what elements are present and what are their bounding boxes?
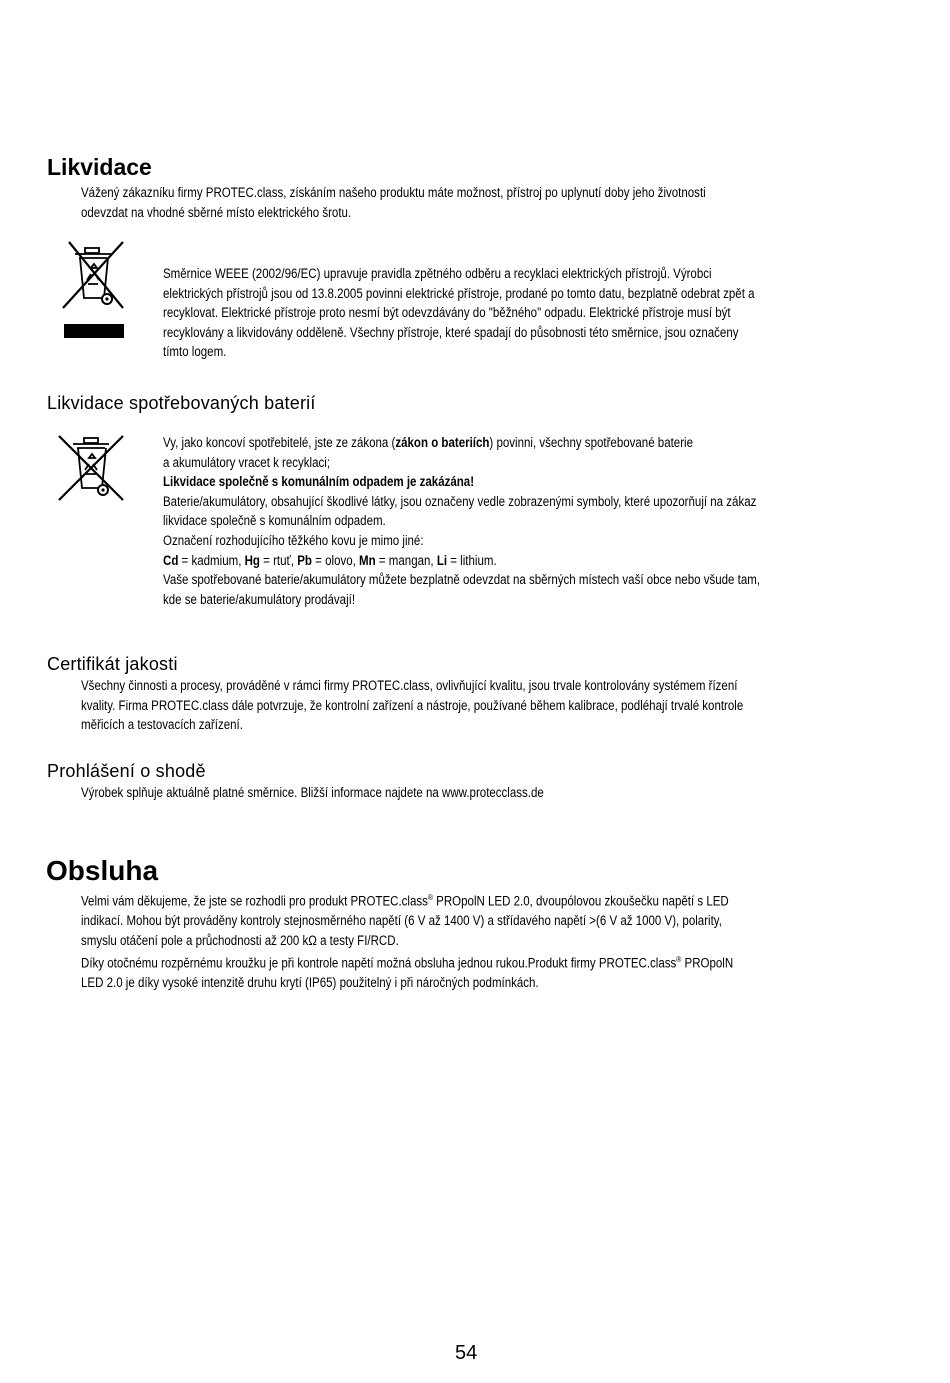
prohlaseni-text [81,783,544,803]
text-line: Baterie/akumulátory, obsahující škodlivé látky, jsou označeny vedle zobrazenými symboly, které upozorňují na zákaz [163,493,757,509]
text-line: smyslu otáčení pole a průchodnosti až 200 kΩ a testy FI/RCD. [81,932,399,948]
text-line: a akumulátory vracet k recyklaci; [163,454,331,470]
heading-likvidace: Likvidace [47,154,152,180]
metal-symbol: Hg [244,552,260,568]
weee-directive-text [163,264,755,362]
heading-prohlaseni: Prohlášení o shodě [47,761,206,781]
heading-obsluha: Obsluha [46,855,159,886]
text-line: indikací. Mohou být prováděny kontroly stejnosměrného napětí (6 V až 1400 V) a střídavého napětí >(6 V až 1000 V), polarity, [81,913,722,929]
text-line: Směrnice WEEE (2002/96/EC) upravuje pravidla zpětného odběru a recyklaci elektrických přístrojů. Výrobci [163,266,712,281]
prohibition-notice: Likvidace společně s komunálním odpadem je zakázána! [163,474,475,490]
metal-symbol: Cd [163,552,179,568]
text-line: recyklovat. Elektrické přístroje proto nesmí být odevzdávány do "běžného" odpadu. Elektrické přístroje musí být [163,305,731,321]
registered-mark: ® [676,955,682,965]
certifikat-text [81,676,743,735]
text-line: Vážený zákazníku firmy PROTEC.class, získáním našeho produktu máte možnost, přístroj po uplynutí doby jeho životnosti [81,185,706,200]
text-line: Velmi vám děkujeme, že jste se rozhodli pro produkt PROTEC.class® PROpolN LED 2.0, dvoupólovou zkoušečku napětí s LED [81,893,729,909]
page-number: 54 [455,1342,478,1364]
text-line: měřicích a testovacích zařízení. [81,717,243,733]
text-line: kvality. Firma PROTEC.class dále potvrzuje, že kontrolní zařízení a nástroje, používané během kalibrace, podléhají trvalé kontrole [81,697,744,713]
metal-symbol: Mn [359,552,376,568]
text-line: elektrických přístrojů jsou od 13.8.2005 povinni elektrické přístroje, prodané po tomto datu, bezplatně odebrat zpět a [163,285,755,301]
text-line: Díky otočnému rozpěrnému kroužku je při kontrole napětí možná obsluha jednou rukou.Produkt firmy PROTEC.class® PROpolN [81,955,734,971]
heading-certifikat: Certifikát jakosti [47,654,178,674]
likvidace-intro [81,183,706,222]
text-line: kde se baterie/akumulátory prodávají! [163,591,356,607]
text-line: Označení rozhodujícího těžkého kovu je mimo jiné: [163,532,424,548]
text-line: Vaše spotřebované baterie/akumulátory můžete bezplatně odevzdat na sběrných místech vaší obce nebo všude tam, [163,572,761,588]
law-name: zákon o bateriích [395,435,490,450]
metal-symbol: Pb [297,552,312,568]
text-line: likvidace společně s komunálním odpadem. [163,513,386,529]
text-line: recyklovány a likvidovány odděleně. Všechny přístroje, které spadají do působnosti této směrnice, jsou označeny [163,324,739,340]
registered-mark: ® [427,893,433,902]
obsluha-text [81,888,733,993]
weee-bin-icon [57,240,129,342]
text-line: LED 2.0 je díky vysoké intenzitě druhu krytí (IP65) použitelný i při náročných podmínkách. [81,975,539,991]
metal-symbol: Li [436,552,448,568]
battery-bin-icon [55,432,127,504]
text-line: Výrobek splňuje aktuálně platné směrnice. Bližší informace najdete na www.protecclass.de [81,785,544,800]
heading-baterie: Likvidace spotřebovaných baterií [47,393,316,413]
text-line: Všechny činnosti a procesy, prováděné v rámci firmy PROTEC.class, ovlivňující kvalitu, jsou trvale kontrolovány systémem řízení [81,678,738,693]
heavy-metals-list: Cd = kadmium, Hg = rtuť, Pb = olovo, Mn = mangan, Li = lithium. [163,552,497,568]
text-line: odevzdat na vhodné sběrné místo elektrického šrotu. [81,204,352,220]
baterie-text [163,433,760,609]
text-line: Vy, jako koncoví spotřebitelé, jste ze zákona (zákon o bateriích) povinni, všechny spotřebované baterie [163,435,694,450]
text-line: tímto logem. [163,344,227,360]
